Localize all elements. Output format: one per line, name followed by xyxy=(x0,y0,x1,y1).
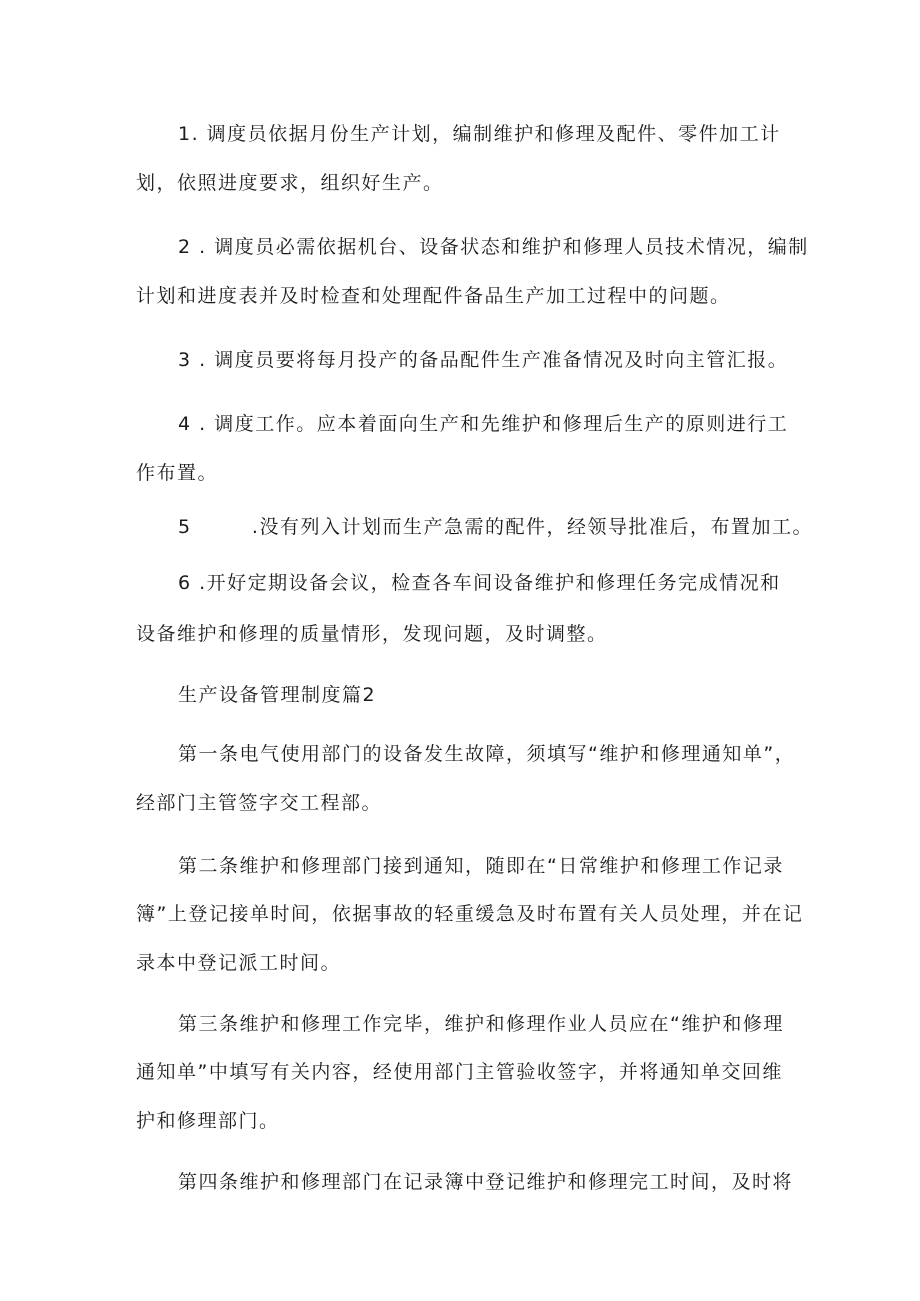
paragraph-1-line-1: 1. 调度员依据月份生产计划，编制维护和修理及配件、零件加工计 xyxy=(178,123,781,145)
paragraph-3-line-1: 3 . 调度员要将每月投产的备品配件生产准备情况及时向主管汇报。 xyxy=(178,349,789,371)
article-2-line-1: 第二条维护和修理部门接到通知，随即在“日常维护和修理工作记录 xyxy=(178,855,784,877)
article-4-line-1: 第四条维护和修理部门在记录簿中登记维护和修理完工时间，及时将 xyxy=(178,1171,794,1193)
article-1-line-1: 第一条电气使用部门的设备发生故障，须填写“维护和修理通知单”， xyxy=(178,743,796,765)
paragraph-2-line-2: 计划和进度表并及时检查和处理配件备品生产加工过程中的问题。 xyxy=(136,285,731,307)
paragraph-6-line-1: 6 .开好定期设备会议，检查各车间设备维护和修理任务完成情况和 xyxy=(178,572,781,594)
paragraph-2-line-1: 2 . 调度员必需依据机台、设备状态和维护和修理人员技术情况，编制 xyxy=(178,236,809,258)
paragraph-6-line-2: 设备维护和修理的质量情形，发现问题，及时调整。 xyxy=(136,623,608,645)
article-3-line-3: 护和修理部门。 xyxy=(136,1110,280,1132)
article-2-line-2: 簿”上登记接单时间，依据事故的轻重缓急及时布置有关人员处理，并在记 xyxy=(136,903,804,925)
section-heading: 生产设备管理制度篇2 xyxy=(178,684,377,706)
article-2-line-3: 录本中登记派工时间。 xyxy=(136,952,342,974)
paragraph-1-line-2: 划，依照进度要求，组织好生产。 xyxy=(136,172,444,194)
paragraph-4-line-2: 作布置。 xyxy=(136,462,219,484)
paragraph-5-line-1: 5 .没有列入计划而生产急需的配件，经领导批准后，布置加工。 xyxy=(178,516,813,538)
article-1-line-2: 经部门主管签字交工程部。 xyxy=(136,792,383,814)
article-3-line-1: 第三条维护和修理工作完毕，维护和修理作业人员应在“维护和修理 xyxy=(178,1013,784,1035)
article-3-line-2: 通知单”中填写有关内容，经使用部门主管验收签字，并将通知单交回维 xyxy=(136,1061,783,1083)
paragraph-4-line-1: 4 . 调度工作。应本着面向生产和先维护和修理后生产的原则进行工 xyxy=(178,413,789,435)
